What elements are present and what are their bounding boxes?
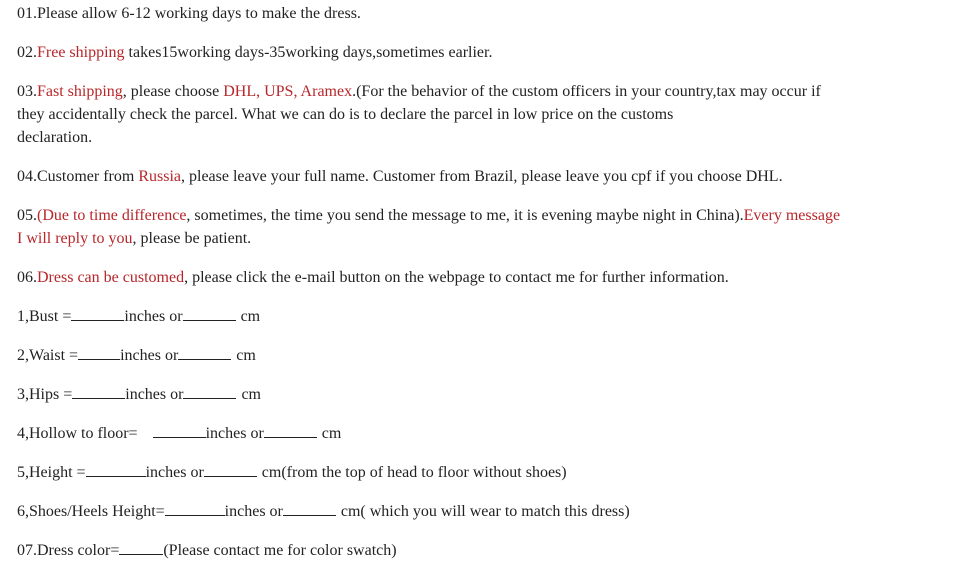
measurement-label: 4,Hollow to floor= — [17, 425, 138, 442]
instruction-01 — [17, 2, 946, 25]
instruction-02 — [17, 41, 946, 64]
instruction-04 — [17, 165, 946, 188]
hollow-cm-blank — [264, 423, 317, 438]
instruction-05 — [17, 204, 946, 227]
measurement-heels-height — [17, 500, 946, 523]
carriers-highlight: DHL, UPS, Aramex — [223, 83, 353, 100]
instruction-03-line-2 — [17, 103, 946, 126]
measurement-mid: inches or — [120, 347, 179, 364]
instruction-03 — [17, 80, 946, 103]
reply-highlight: I will reply to you — [17, 230, 133, 247]
waist-inches-blank — [78, 345, 120, 360]
measurement-unit: cm(from the top of head to floor without shoes) — [261, 464, 567, 481]
instruction-04-text-b: , please leave your full name. Customer from Brazil, please leave you cpf if you choose DHL. — [181, 168, 783, 185]
time-difference-highlight: (Due to time difference — [37, 207, 187, 224]
customed-highlight: Dress can be customed — [37, 269, 185, 286]
instruction-03-number: 03. — [17, 83, 37, 100]
instruction-02-number: 02. — [17, 44, 37, 61]
measurement-label: 5,Height = — [17, 464, 86, 481]
measurement-unit: cm — [240, 308, 261, 325]
dress-color-blank — [119, 540, 163, 555]
bust-cm-blank — [183, 306, 236, 321]
dress-color-note: (Please contact me for color swatch) — [163, 542, 397, 559]
instruction-05-text-a: , sometimes, the time you send the message to me, it is evening maybe night in China). — [186, 207, 744, 224]
measurement-mid: inches or — [224, 503, 283, 520]
measurement-unit: cm — [241, 386, 261, 403]
height-inches-blank — [86, 462, 146, 477]
instruction-03-text-d: declaration. — [17, 129, 93, 146]
instruction-02-text: takes15working days-35working days,sometimes earlier. — [124, 44, 493, 61]
measurement-bust — [17, 305, 946, 328]
instruction-04-text-a: 04.Customer from — [17, 168, 139, 185]
bust-inches-blank — [71, 306, 124, 321]
height-cm-blank — [204, 462, 257, 477]
measurement-hips — [17, 383, 946, 406]
instruction-03-line-3 — [17, 126, 946, 149]
free-shipping-highlight: Free shipping — [37, 44, 125, 61]
instruction-03-text-b: .(For the behavior of the custom officers in your country,tax may occur if — [352, 83, 821, 100]
heels-cm-blank — [283, 501, 336, 516]
hollow-inches-blank — [153, 423, 206, 438]
hips-inches-blank — [72, 384, 125, 399]
every-message-highlight: Every message — [743, 207, 841, 224]
instruction-03-text-c: they accidentally check the parcel. What we can do is to declare the parcel in low price on the customs — [17, 106, 674, 123]
dress-color-line — [17, 539, 946, 562]
waist-cm-blank — [178, 345, 231, 360]
hips-cm-blank — [183, 384, 236, 399]
instruction-06-number: 06. — [17, 269, 37, 286]
measurement-label: 6,Shoes/Heels Height= — [17, 503, 165, 520]
measurement-waist — [17, 344, 946, 367]
measurement-label: 2,Waist = — [17, 347, 79, 364]
measurement-unit: cm — [321, 425, 342, 442]
measurement-unit: cm( which you will wear to match this dress) — [340, 503, 630, 520]
instruction-03-text-a: , please choose — [122, 83, 224, 100]
instruction-06 — [17, 266, 946, 289]
measurement-height — [17, 461, 946, 484]
instruction-06-text: , please click the e-mail button on the webpage to contact me for further information. — [184, 269, 729, 286]
fast-shipping-highlight: Fast shipping — [37, 83, 123, 100]
instruction-05-line-2 — [17, 227, 946, 250]
instruction-01-text: 01.Please allow 6-12 working days to make the dress. — [17, 5, 361, 22]
measurement-label: 3,Hips = — [17, 386, 73, 403]
instruction-05-text-b: , please be patient. — [132, 230, 252, 247]
measurement-unit: cm — [236, 347, 256, 364]
measurement-hollow-to-floor — [17, 422, 946, 445]
measurement-mid: inches or — [125, 386, 184, 403]
instruction-05-number: 05. — [17, 207, 37, 224]
heels-inches-blank — [165, 501, 225, 516]
dress-color-label: 07.Dress color= — [17, 542, 120, 559]
measurement-mid: inches or — [205, 425, 264, 442]
russia-highlight: Russia — [138, 168, 181, 185]
measurement-label: 1,Bust = — [17, 308, 72, 325]
measurement-mid: inches or — [145, 464, 204, 481]
measurement-mid: inches or — [124, 308, 183, 325]
